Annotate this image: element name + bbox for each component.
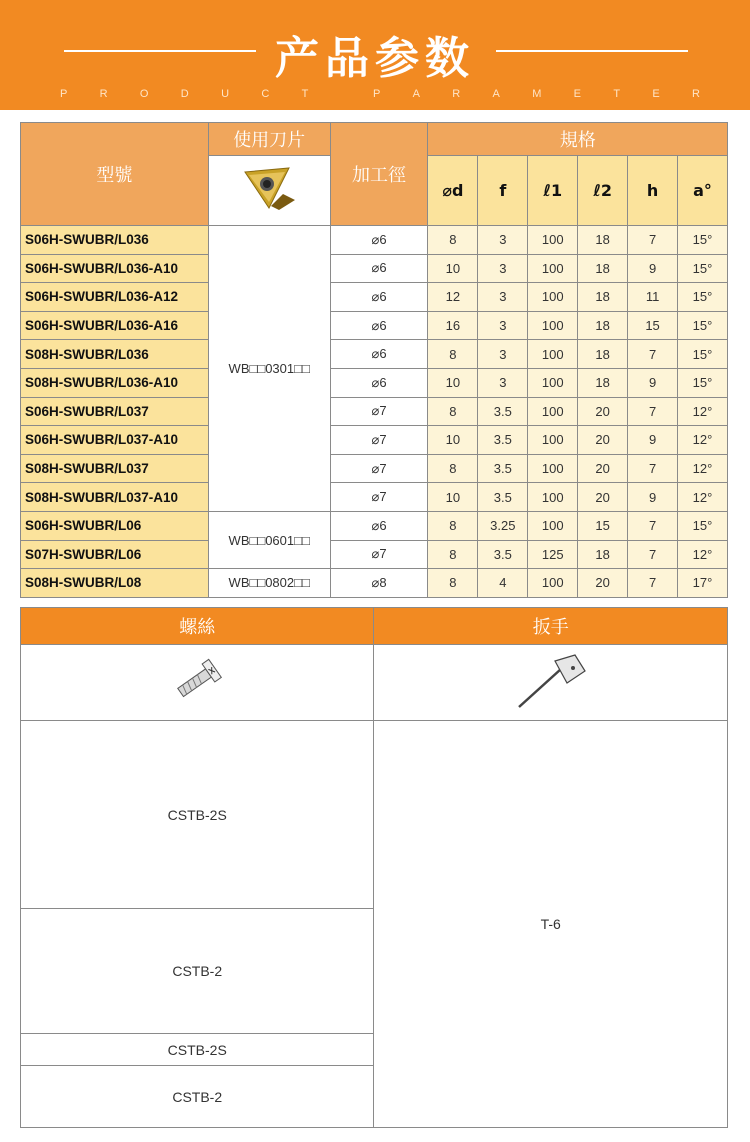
col-h: h <box>628 156 678 226</box>
table-row <box>21 540 728 569</box>
header-wrench: 扳手 <box>374 608 728 645</box>
spec-table <box>20 122 728 598</box>
spec-cell-h: 7 <box>628 511 678 540</box>
spec-cell-d: 12 <box>428 283 478 312</box>
spec-cell-l2: 18 <box>578 254 628 283</box>
spec-cell-l2: 20 <box>578 569 628 598</box>
bore-cell: ⌀7 <box>330 540 428 569</box>
bore-cell: ⌀6 <box>330 283 428 312</box>
spec-cell-l1: 100 <box>528 254 578 283</box>
bore-cell: ⌀6 <box>330 254 428 283</box>
spec-cell-a: 12° <box>678 483 728 512</box>
model-cell: S08H-SWUBR/L036-A10 <box>21 368 209 397</box>
table-row <box>21 397 728 426</box>
spec-cell-a: 15° <box>678 226 728 255</box>
spec-cell-l1: 100 <box>528 511 578 540</box>
spec-cell-h: 15 <box>628 311 678 340</box>
spec-cell-a: 15° <box>678 311 728 340</box>
table-row <box>21 311 728 340</box>
table-row <box>21 454 728 483</box>
spec-cell-l2: 18 <box>578 340 628 369</box>
bore-cell: ⌀6 <box>330 368 428 397</box>
spec-cell-l1: 100 <box>528 226 578 255</box>
spec-cell-d: 8 <box>428 226 478 255</box>
accessory-table <box>20 607 728 1128</box>
spec-cell-a: 12° <box>678 426 728 455</box>
spec-cell-d: 10 <box>428 254 478 283</box>
spec-cell-l1: 100 <box>528 340 578 369</box>
model-cell: S06H-SWUBR/L036-A10 <box>21 254 209 283</box>
spec-cell-d: 8 <box>428 511 478 540</box>
threading-insert-icon <box>239 164 299 214</box>
col-d: ⌀d <box>428 156 478 226</box>
spec-cell-l1: 100 <box>528 483 578 512</box>
spec-cell-l2: 18 <box>578 540 628 569</box>
spec-cell-l2: 20 <box>578 483 628 512</box>
col-f: f <box>478 156 528 226</box>
spec-cell-d: 8 <box>428 340 478 369</box>
table-row <box>21 368 728 397</box>
model-cell: S07H-SWUBR/L06 <box>21 540 209 569</box>
bore-cell: ⌀7 <box>330 483 428 512</box>
bore-cell: ⌀6 <box>330 226 428 255</box>
spec-cell-h: 7 <box>628 340 678 369</box>
spec-cell-h: 9 <box>628 483 678 512</box>
header-spec: 規格 <box>428 123 728 156</box>
bore-cell: ⌀7 <box>330 397 428 426</box>
bore-cell: ⌀7 <box>330 454 428 483</box>
spec-cell-h: 7 <box>628 569 678 598</box>
header-insert: 使用刀片 <box>208 123 330 156</box>
insert-model-cell: WB□□0802□□ <box>208 569 330 598</box>
spec-cell-h: 7 <box>628 454 678 483</box>
page-subtitle: P R O D U C T P A R A M E T E R <box>60 88 700 100</box>
model-cell: S06H-SWUBR/L036-A16 <box>21 311 209 340</box>
table-row <box>21 569 728 598</box>
bore-cell: ⌀6 <box>330 340 428 369</box>
bore-cell: ⌀7 <box>330 426 428 455</box>
model-cell: S06H-SWUBR/L06 <box>21 511 209 540</box>
spec-cell-f: 3 <box>478 283 528 312</box>
spec-cell-f: 3.25 <box>478 511 528 540</box>
spec-cell-a: 12° <box>678 397 728 426</box>
spec-cell-l1: 100 <box>528 426 578 455</box>
spec-cell-f: 3 <box>478 311 528 340</box>
header-bore: 加工徑 <box>330 123 428 226</box>
spec-cell-d: 10 <box>428 483 478 512</box>
table-row <box>21 483 728 512</box>
header-model: 型號 <box>21 123 209 226</box>
spec-cell-h: 7 <box>628 540 678 569</box>
spec-cell-l2: 15 <box>578 511 628 540</box>
spec-cell-a: 15° <box>678 368 728 397</box>
table-row <box>21 254 728 283</box>
spec-cell-l2: 20 <box>578 426 628 455</box>
spec-cell-h: 11 <box>628 283 678 312</box>
col-l1: ℓ1 <box>528 156 578 226</box>
spec-cell-d: 10 <box>428 368 478 397</box>
spec-cell-f: 3.5 <box>478 483 528 512</box>
spec-cell-l2: 18 <box>578 368 628 397</box>
spec-cell-a: 12° <box>678 454 728 483</box>
model-cell: S08H-SWUBR/L08 <box>21 569 209 598</box>
model-cell: S06H-SWUBR/L037 <box>21 397 209 426</box>
model-cell: S08H-SWUBR/L036 <box>21 340 209 369</box>
page-title: 产品参数 <box>275 33 475 84</box>
screw-model: CSTB-2S <box>21 721 374 909</box>
bore-cell: ⌀6 <box>330 511 428 540</box>
spec-cell-h: 7 <box>628 397 678 426</box>
table-row <box>21 340 728 369</box>
spec-cell-h: 9 <box>628 368 678 397</box>
table-row <box>21 511 728 540</box>
spec-cell-a: 15° <box>678 254 728 283</box>
spec-cell-h: 7 <box>628 226 678 255</box>
spec-cell-l2: 20 <box>578 454 628 483</box>
spec-cell-l2: 18 <box>578 283 628 312</box>
spec-cell-a: 15° <box>678 340 728 369</box>
spec-cell-f: 3.5 <box>478 454 528 483</box>
spec-cell-a: 12° <box>678 540 728 569</box>
col-l2: ℓ2 <box>578 156 628 226</box>
table-row <box>21 226 728 255</box>
bore-cell: ⌀6 <box>330 311 428 340</box>
screw-model: CSTB-2S <box>21 1034 374 1066</box>
spec-cell-f: 3 <box>478 340 528 369</box>
spec-cell-d: 8 <box>428 569 478 598</box>
spec-cell-f: 3.5 <box>478 397 528 426</box>
spec-cell-l2: 18 <box>578 226 628 255</box>
spec-cell-a: 17° <box>678 569 728 598</box>
spec-cell-d: 10 <box>428 426 478 455</box>
spec-cell-d: 8 <box>428 540 478 569</box>
insert-image-cell <box>208 156 330 226</box>
col-a: a° <box>678 156 728 226</box>
spec-cell-f: 3 <box>478 254 528 283</box>
spec-cell-f: 4 <box>478 569 528 598</box>
model-cell: S06H-SWUBR/L037-A10 <box>21 426 209 455</box>
screw-model: CSTB-2 <box>21 1066 374 1128</box>
spec-cell-l1: 100 <box>528 311 578 340</box>
wrench-model: T-6 <box>374 721 728 1128</box>
insert-model-cell: WB□□0601□□ <box>208 511 330 568</box>
spec-cell-f: 3 <box>478 368 528 397</box>
spec-cell-a: 15° <box>678 283 728 312</box>
spec-cell-l1: 125 <box>528 540 578 569</box>
wrench-image-cell <box>374 645 728 721</box>
spec-cell-f: 3 <box>478 226 528 255</box>
spec-cell-d: 8 <box>428 397 478 426</box>
spec-cell-l1: 100 <box>528 397 578 426</box>
table-row <box>21 426 728 455</box>
spec-cell-a: 15° <box>678 511 728 540</box>
model-cell: S06H-SWUBR/L036-A12 <box>21 283 209 312</box>
model-cell: S08H-SWUBR/L037-A10 <box>21 483 209 512</box>
spec-cell-h: 9 <box>628 254 678 283</box>
bore-cell: ⌀8 <box>330 569 428 598</box>
model-cell: S08H-SWUBR/L037 <box>21 454 209 483</box>
torx-wrench-icon <box>511 651 591 711</box>
header-screw: 螺絲 <box>21 608 374 645</box>
spec-cell-d: 8 <box>428 454 478 483</box>
spec-cell-l2: 20 <box>578 397 628 426</box>
model-cell: S06H-SWUBR/L036 <box>21 226 209 255</box>
screw-icon <box>167 656 227 706</box>
spec-cell-f: 3.5 <box>478 540 528 569</box>
table-row <box>21 283 728 312</box>
spec-cell-d: 16 <box>428 311 478 340</box>
spec-cell-l1: 100 <box>528 569 578 598</box>
insert-model-cell: WB□□0301□□ <box>208 226 330 512</box>
spec-cell-f: 3.5 <box>478 426 528 455</box>
header-banner <box>0 0 750 110</box>
spec-cell-l2: 18 <box>578 311 628 340</box>
screw-model: CSTB-2 <box>21 909 374 1034</box>
spec-cell-h: 9 <box>628 426 678 455</box>
spec-cell-l1: 100 <box>528 368 578 397</box>
screw-image-cell <box>21 645 374 721</box>
spec-cell-l1: 100 <box>528 454 578 483</box>
spec-cell-l1: 100 <box>528 283 578 312</box>
